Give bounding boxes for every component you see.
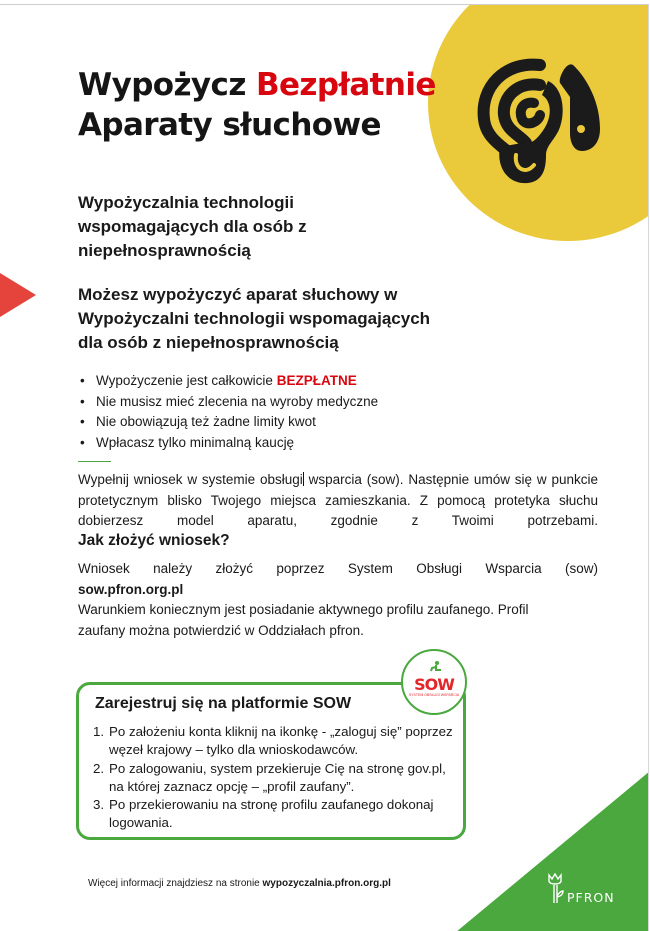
title-highlight: Bezpłatnie <box>255 67 436 103</box>
sow-link[interactable]: sow.pfron.org.pl <box>78 581 184 597</box>
register-steps <box>93 723 458 833</box>
footer-note: Więcej informacji znajdziesz na stronie wypozyczalnia.pfron.org.pl <box>88 878 391 889</box>
title-part1: Wypożycz <box>78 67 256 103</box>
green-corner-decoration <box>450 771 649 931</box>
page-title <box>78 65 436 145</box>
tulip-icon <box>545 871 565 905</box>
list-item: 3. Po przekierowaniu na stronę profilu zaufanego dokonaj logowania. <box>93 797 434 831</box>
sow-logo: SOW SYSTEM OBSŁUGI WSPARCIA <box>401 649 467 715</box>
list-item: • Nie musisz mieć zlecenia na wyroby medyczne <box>78 392 378 413</box>
pfron-logo: PFRON <box>543 871 623 907</box>
register-box <box>76 682 466 840</box>
list-item: 1. Po założeniu konta kliknij na ikonkę - „zaloguj się” poprzez węzeł krajowy – tylko dla wnioskodawców. <box>93 724 453 758</box>
how-to-heading: Jak złożyć wniosek? <box>78 532 230 549</box>
list-item: • Wpłacasz tylko minimalną kaucję <box>78 433 378 454</box>
divider <box>78 461 111 462</box>
title-line2: Aparaty słuchowe <box>78 107 381 143</box>
wheelchair-user-icon <box>427 661 443 675</box>
flyer-page <box>0 4 649 931</box>
list-item: • Wypożyczenie jest całkowicie BEZPŁATNE <box>78 371 378 392</box>
benefits-list <box>78 371 378 453</box>
ear-hearing-aid-icon <box>470 47 610 187</box>
red-triangle-marker <box>0 273 36 317</box>
footer-link[interactable]: wypozyczalnia.pfron.org.pl <box>262 878 391 889</box>
free-highlight: BEZPŁATNE <box>276 373 357 388</box>
instructions-paragraph: Wypełnij wniosek w systemie obsługi wsparcia (sow). Następnie umów się w punkcie protetycznym blisko Twojego miejsca zamieszkania. Z pomocą protetyka słuchu dobierzesz model aparatu, zgodnie z Twoimi potrzebami. <box>78 472 598 528</box>
subtitle: Wypożyczalnia technologii wspomagających dla osób z niepełnosprawnością <box>78 193 307 260</box>
list-item: • Nie obowiązują też żadne limity kwot <box>78 412 378 433</box>
lead-heading: Możesz wypożyczyć aparat słuchowy w Wypożyczalni technologii wspomagających dla osób z niepełnosprawnością <box>78 285 431 352</box>
how-to-paragraph: Wniosek należy złożyć poprzez System Obsługi Wsparcia (sow) sow.pfron.org.pl Warunkiem koniecznym jest posiadanie aktywnego profilu zaufanego. Profil zaufany można potwierdzić w Oddziałach pfron. <box>78 561 598 638</box>
register-title: Zarejestruj się na platformie SOW <box>95 695 352 712</box>
list-item: 2. Po zalogowaniu, system przekieruje Cię na stronę gov.pl, na której zaznacz opcję – „profil zaufany”. <box>93 760 446 794</box>
